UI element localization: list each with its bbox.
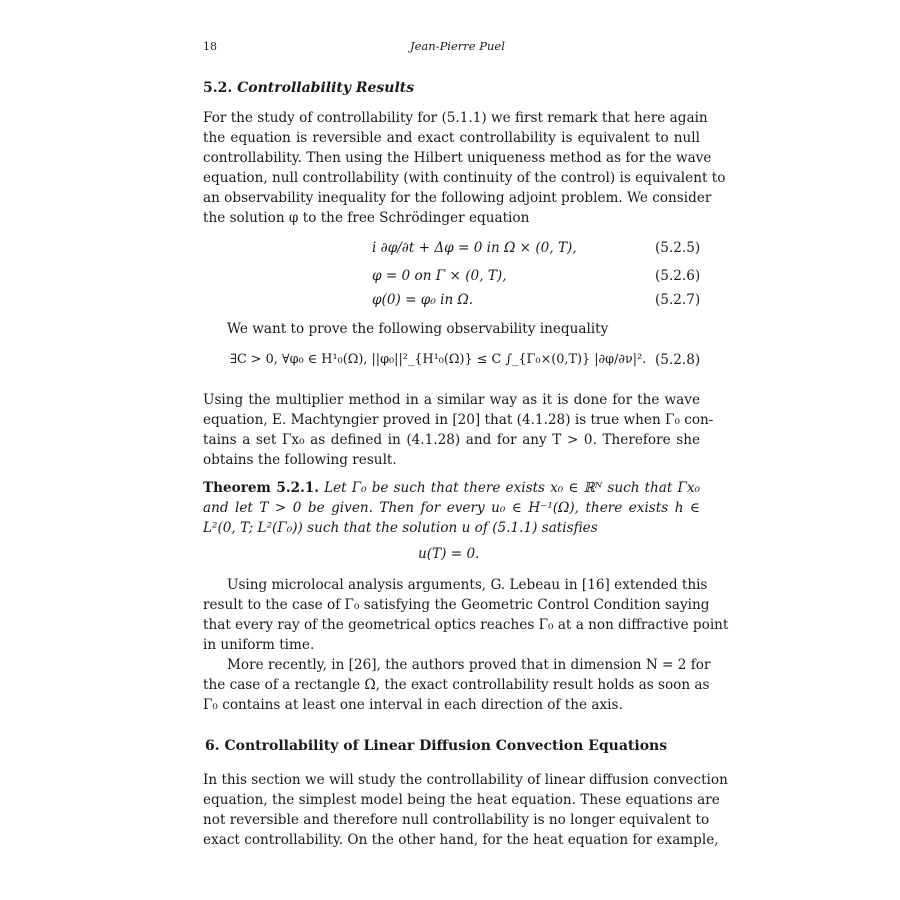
paragraph-line: exact controllability. On the other hand, for the heat equation for example, (203, 832, 719, 848)
paragraph-line: Using the multiplier method in a similar way as it is done for the wave (203, 392, 700, 408)
paragraph-line: that every ray of the geometrical optics reaches Γ₀ at a non diffractive point (203, 617, 729, 633)
section-title: Controllability of Linear Diffusion Convection Equations (224, 738, 668, 754)
paragraph-line: equation, E. Machtyngier proved in [20] that (4.1.28) is true when Γ₀ con- (203, 412, 714, 428)
paragraph-line: obtains the following result. (203, 452, 397, 468)
section-number: 5.2. (203, 80, 233, 96)
paragraph-line: the equation is reversible and exact controllability is equivalent to null (203, 130, 700, 146)
equation-number: (5.2.7) (655, 292, 701, 308)
observability-intro: We want to prove the following observability inequality (227, 321, 609, 337)
equation-5-2-6: φ = 0 on Γ × (0, T), (372, 268, 507, 284)
theorem-label: Theorem 5.2.1. (203, 480, 319, 496)
paragraph-line: controllability. Then using the Hilbert uniqueness method as for the wave (203, 150, 712, 166)
section-heading-5-2 (203, 80, 414, 96)
equation-number: (5.2.6) (655, 268, 701, 284)
equation-5-2-7: φ(0) = φ₀ in Ω. (372, 292, 474, 308)
paragraph-line: tains a set Γx₀ as defined in (4.1.28) and for any T > 0. Therefore she (203, 432, 700, 448)
paragraph-line: result to the case of Γ₀ satisfying the Geometric Control Condition saying (203, 597, 710, 613)
section-number: 6. (205, 738, 220, 754)
paragraph-line: in uniform time. (203, 637, 315, 653)
theorem-text: Let Γ₀ be such that there exists x₀ ∈ ℝᴺ such that Γx₀ (324, 480, 701, 496)
equation-5-2-5: i ∂φ/∂t + Δφ = 0 in Ω × (0, T), (372, 240, 577, 256)
theorem-conclusion: u(T) = 0. (418, 546, 480, 562)
paragraph-line: equation, null controllability (with continuity of the control) is equivalent to (203, 170, 726, 186)
paragraph-line: equation, the simplest model being the heat equation. These equations are (203, 792, 720, 808)
paragraph-line: In this section we will study the controllability of linear diffusion convection (203, 772, 728, 788)
paragraph-line: an observability inequality for the following adjoint problem. We consider (203, 190, 712, 206)
equation-number: (5.2.8) (655, 352, 701, 368)
paragraph-line: the solution φ to the free Schrödinger equation (203, 210, 530, 226)
paragraph-line: Γ₀ contains at least one interval in each direction of the axis. (203, 697, 623, 713)
theorem-line: L²(0, T; L²(Γ₀)) such that the solution u of (5.1.1) satisfies (203, 520, 598, 536)
section-title: Controllability Results (237, 80, 415, 96)
paragraph-line: More recently, in [26], the authors proved that in dimension N = 2 for (227, 657, 711, 673)
paragraph-line: For the study of controllability for (5.1.1) we first remark that here again (203, 110, 708, 126)
inequality-5-2-8: ∃C > 0, ∀φ₀ ∈ H¹₀(Ω), ||φ₀||²_{H¹₀(Ω)} ≤ C ∫_{Γ₀×(0,T)} |∂φ/∂ν|². (230, 352, 647, 367)
paragraph-line: not reversible and therefore null controllability is no longer equivalent to (203, 812, 710, 828)
running-header-author: Jean-Pierre Puel (410, 39, 505, 53)
equation-number: (5.2.5) (655, 240, 701, 256)
theorem-line: and let T > 0 be given. Then for every u₀ ∈ H⁻¹(Ω), there exists h ∈ (203, 500, 700, 516)
paragraph-line: Using microlocal analysis arguments, G. Lebeau in [16] extended this (227, 577, 708, 593)
section-heading-6 (205, 738, 667, 754)
theorem-line (203, 480, 700, 496)
paragraph-line: the case of a rectangle Ω, the exact controllability result holds as soon as (203, 677, 710, 693)
page-number: 18 (203, 40, 217, 53)
